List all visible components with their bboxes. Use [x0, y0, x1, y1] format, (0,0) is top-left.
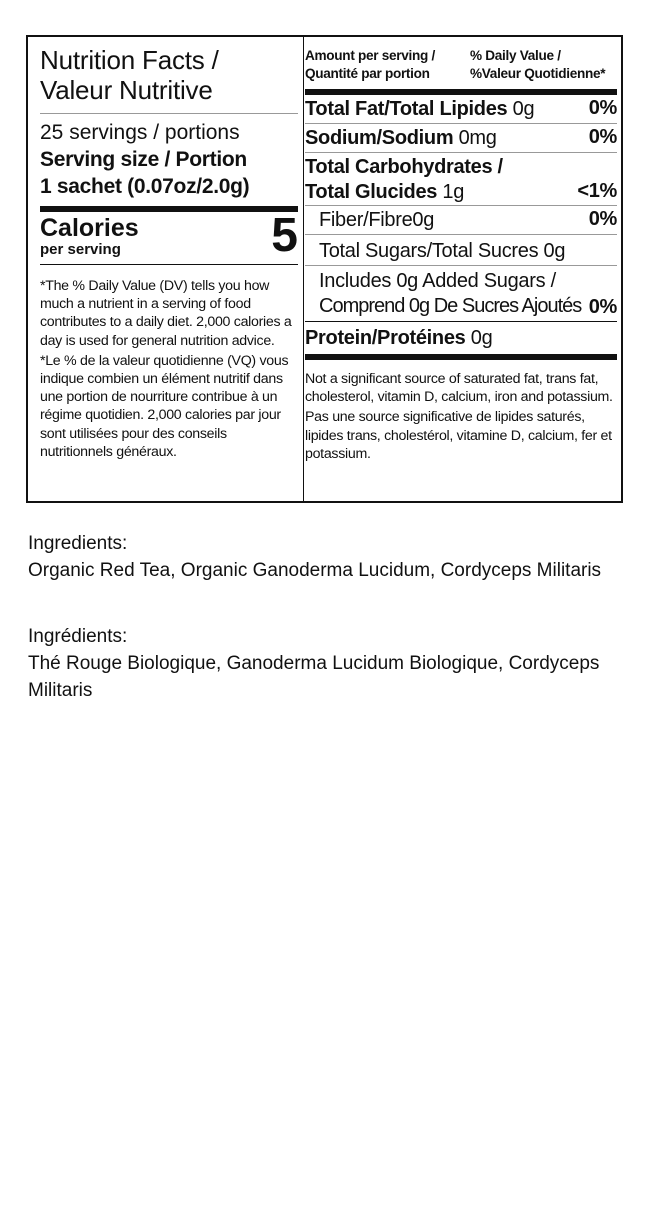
ingredients-heading: Ingrédients:	[28, 626, 128, 647]
nutrition-facts-panel	[26, 35, 623, 503]
ingredients-heading: Ingredients:	[28, 533, 128, 554]
footnote-fr: *Le % de la valeur quotidienne (VQ) vous indique combien un élément nutritif dans une portion de nourriture contribue à un régime quotidien. 2,000 calories par jour sont utilisées pour des conseils nutritionnels généraux.	[40, 352, 289, 460]
servings-count: 25 servings / portions	[40, 121, 240, 144]
serving-size: Serving size / Portion 1 sachet (0.07oz/2.0g)	[40, 148, 250, 198]
thick-divider	[305, 354, 617, 360]
table-header	[305, 45, 617, 85]
row-total-fat: Total Fat/Total Lipides 0g 0%	[305, 97, 617, 120]
calories-value: 5	[271, 209, 298, 262]
footnote-en: *The % Daily Value (DV) tells you how much a nutrient in a serving of food contributes to a daily diet. 2,000 calories a day is used for general nutrition advice.	[40, 278, 292, 349]
calories-label: Calories	[40, 214, 139, 242]
ingredients-fr	[28, 623, 628, 704]
right-column	[305, 45, 617, 463]
header-amount: Amount per serving / Quantité par portion	[305, 48, 435, 81]
calories-sub: per serving	[40, 241, 121, 258]
column-divider	[303, 37, 304, 501]
left-column	[40, 45, 298, 461]
row-total-sugars: Total Sugars/Total Sucres 0g	[319, 240, 566, 262]
ingredients-en	[28, 530, 628, 584]
divider	[40, 264, 298, 265]
row-carbohydrates: Total Carbohydrates / Total Glucides 1g <1%	[305, 156, 617, 203]
note-en: Not a significant source of saturated fat, trans fat, cholesterol, vitamin D, calcium, iron and potassium.	[305, 371, 613, 406]
calories-row	[40, 209, 298, 262]
ingredients-text: Thé Rouge Biologique, Ganoderma Lucidum Biologique, Cordyceps Militaris	[28, 653, 600, 701]
row-added-sugars: Includes 0g Added Sugars / Comprend 0g De Sucres Ajoutés 0%	[319, 270, 617, 318]
row-protein: Protein/Protéines 0g	[305, 327, 493, 349]
ingredients-text: Organic Red Tea, Organic Ganoderma Lucidum, Cordyceps Militaris	[28, 560, 602, 581]
panel-title: Nutrition Facts / Valeur Nutritive	[40, 45, 219, 105]
divider	[40, 113, 298, 114]
note-fr: Pas une source significative de lipides saturés, lipides trans, cholestérol, vitamine D, calcium, fer et potassium.	[305, 409, 612, 462]
row-sodium: Sodium/Sodium 0mg 0%	[305, 126, 617, 149]
header-daily-value: % Daily Value / %Valeur Quotidienne*	[470, 48, 606, 81]
row-fiber: Fiber/Fibre0g 0%	[319, 208, 617, 231]
